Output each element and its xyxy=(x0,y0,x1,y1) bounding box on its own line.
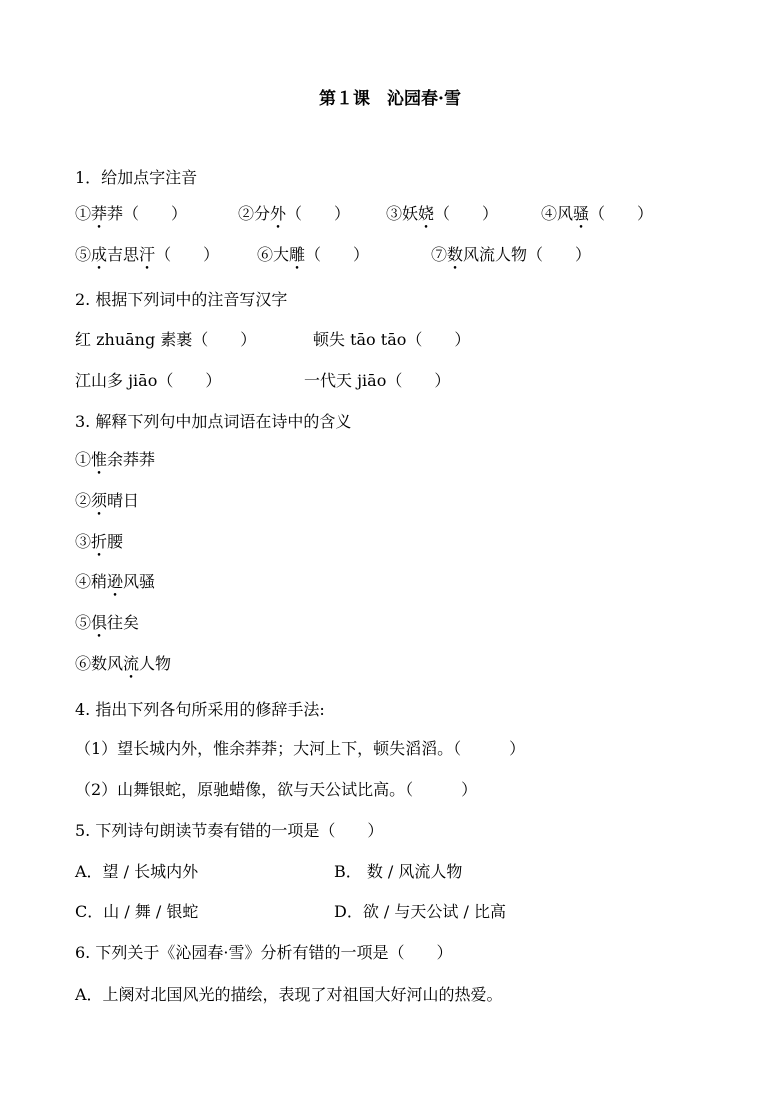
q4-sentence-1: （1）望长城内外，惟余莽莽；大河上下，顿失滔滔。（ ） xyxy=(75,739,526,758)
q1-row2 xyxy=(75,244,715,266)
q4-sentence-2: （2）山舞银蛇，原驰蜡像，欲与天公试比高。（ ） xyxy=(75,780,478,799)
q2-item-4: 一代天 jiāo（ ） xyxy=(304,371,451,390)
q5-heading: 5. 下列诗句朗读节奏有错的一项是（ ） xyxy=(75,821,384,840)
q1-item-5: ⑤成吉思汗（ ） xyxy=(75,245,220,264)
q5-option-b: B． 数 / 风流人物 xyxy=(334,862,463,881)
q3-item-6: ⑥数风流人物 xyxy=(75,654,172,673)
q1-row1 xyxy=(75,203,715,225)
q2-item-1: 红 zhuāng 素裹（ ） xyxy=(75,330,257,349)
q3-item-3: ③折腰 xyxy=(75,532,124,551)
q2-item-3: 江山多 jiāo（ ） xyxy=(75,371,222,390)
q5-option-a: A．望 / 长城内外 xyxy=(75,862,199,881)
q1-item-3: ③妖娆（ ） xyxy=(386,204,499,223)
q5-options-row2 xyxy=(75,901,675,923)
q1-item-6: ⑥大雕（ ） xyxy=(257,245,370,264)
q3-item-1: ①惟余莽莽 xyxy=(75,450,156,469)
q6-option-a: A．上阕对北国风光的描绘，表现了对祖国大好河山的热爱。 xyxy=(75,985,503,1004)
q2-item-2: 顿失 tāo tāo（ ） xyxy=(313,330,471,349)
q3-item-5: ⑤俱往矣 xyxy=(75,613,140,632)
q3-heading: 3. 解释下列句中加点词语在诗中的含义 xyxy=(75,412,352,431)
q2-row1 xyxy=(75,329,675,351)
q1-heading: 1．给加点字注音 xyxy=(75,168,198,187)
q3-item-4: ④稍逊风骚 xyxy=(75,572,156,591)
q4-heading: 4. 指出下列各句所采用的修辞手法: xyxy=(75,700,325,719)
q5-options-row1 xyxy=(75,861,675,883)
q2-row2 xyxy=(75,370,675,392)
q1-item-4: ④风骚（ ） xyxy=(541,204,654,223)
q1-item-7: ⑦数风流人物（ ） xyxy=(431,245,592,264)
q1-item-2: ②分外（ ） xyxy=(238,204,351,223)
q5-option-c: C．山 / 舞 / 银蛇 xyxy=(75,902,199,921)
q5-option-d: D．欲 / 与天公试 / 比高 xyxy=(334,902,506,921)
q3-item-2: ②须晴日 xyxy=(75,491,140,510)
q6-heading: 6. 下列关于《沁园春·雪》分析有错的一项是（ ） xyxy=(75,943,453,962)
page-title: 第１课 沁园春·雪 xyxy=(319,89,461,109)
q2-heading: 2. 根据下列词中的注音写汉字 xyxy=(75,290,288,309)
q1-item-1: ①莽莽（ ） xyxy=(75,204,188,223)
